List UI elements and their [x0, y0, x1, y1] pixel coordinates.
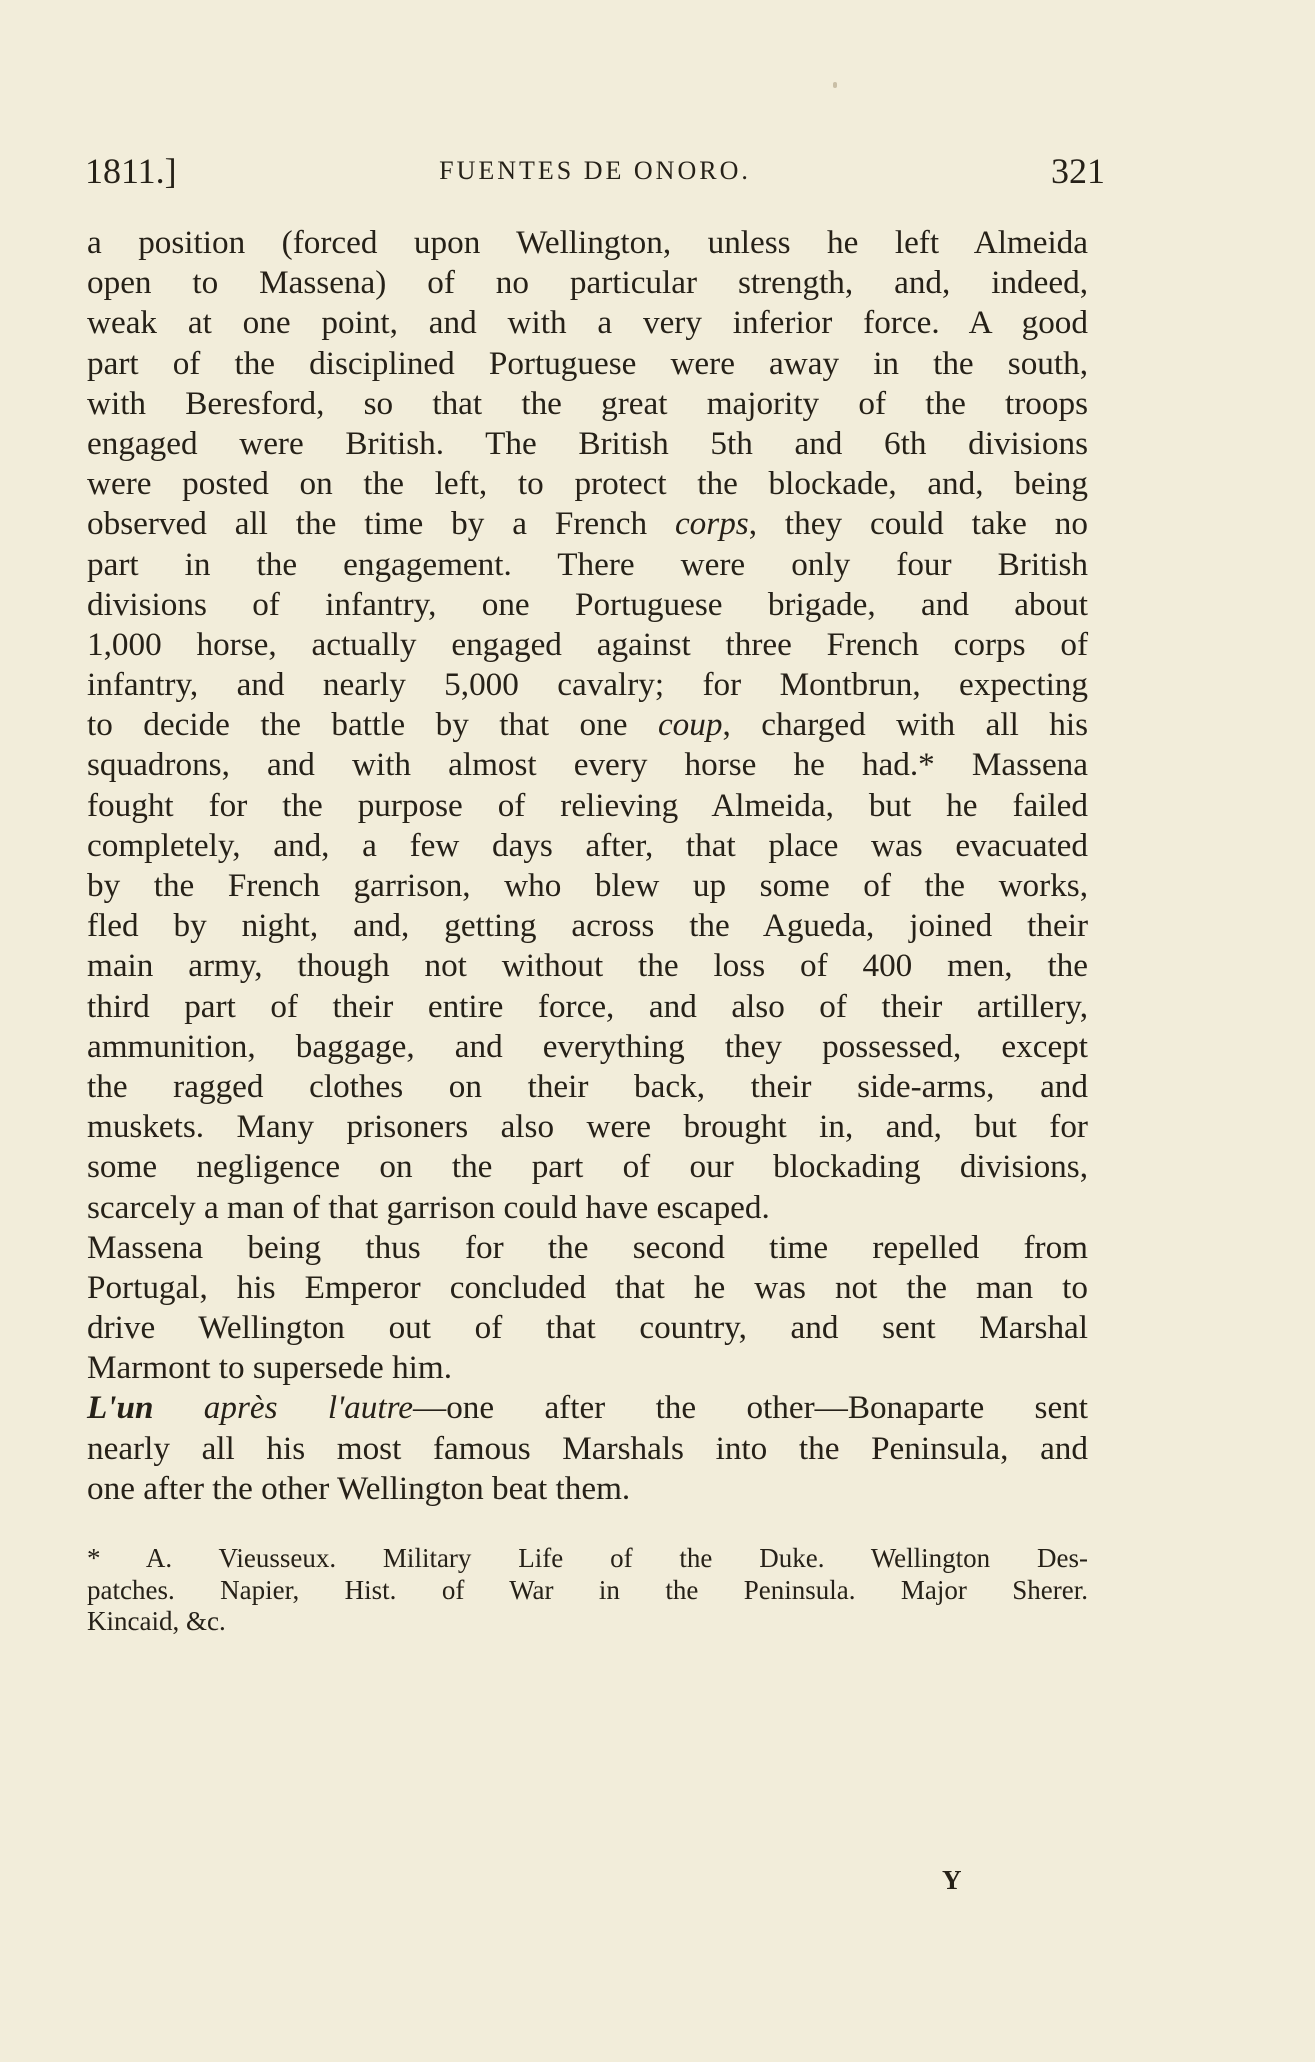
text-line: with Beresford, so that the great majority of the troops	[87, 384, 1088, 422]
text-line: Marmont to supersede him.	[87, 1349, 452, 1387]
text-line: drive Wellington out of that country, and sent Marshal	[87, 1309, 1088, 1347]
text-line: part of the disciplined Portuguese were away in the south,	[87, 344, 1088, 382]
footnote	[87, 1543, 1088, 1638]
running-header	[85, 150, 1105, 202]
text-line: third part of their entire force, and also of their artillery,	[87, 987, 1088, 1025]
paper-speck	[833, 82, 837, 88]
text-line: fled by night, and, getting across the Agueda, joined their	[87, 907, 1088, 945]
footnote-line: Kincaid, &c.	[87, 1606, 226, 1636]
header-year: 1811.]	[85, 151, 177, 191]
text-line: squadrons, and with almost every horse he had.* Massena	[87, 746, 1088, 784]
text-line: completely, and, a few days after, that place was evacuated	[87, 826, 1088, 864]
text-line: were posted on the left, to protect the blockade, and, being	[87, 465, 1088, 503]
text-line: the ragged clothes on their back, their side-arms, and	[87, 1067, 1088, 1105]
running-title: FUENTES DE ONORO.	[439, 156, 751, 185]
text-line: nearly all his most famous Marshals into the Peninsula, and	[87, 1429, 1088, 1467]
text-line: one after the other Wellington beat them.	[87, 1469, 631, 1507]
text-line: scarcely a man of that garrison could have escaped.	[87, 1188, 770, 1226]
text-line: some negligence on the part of our blockading divisions,	[87, 1148, 1088, 1186]
footnote-line: patches. Napier, Hist. of War in the Peninsula. Major Sherer.	[87, 1574, 1088, 1605]
text-line: part in the engagement. There were only four British	[87, 545, 1088, 583]
text-line: ammunition, baggage, and everything they possessed, except	[87, 1027, 1088, 1065]
text-line: engaged were British. The British 5th and 6th divisions	[87, 424, 1088, 462]
text-line: 1,000 horse, actually engaged against three French corps of	[87, 625, 1088, 663]
page-number: 321	[1051, 151, 1105, 191]
signature-mark: Y	[942, 1865, 962, 1895]
text-line: weak at one point, and with a very inferior force. A good	[87, 304, 1088, 342]
text-line: divisions of infantry, one Portuguese brigade, and about	[87, 585, 1088, 623]
text-line: a position (forced upon Wellington, unless he left Almeida	[87, 224, 1088, 261]
text-line: L'un après l'autre—one after the other—Bonaparte sent	[87, 1389, 1089, 1427]
text-line: observed all the time by a French corps, they could take no	[87, 505, 1088, 543]
text-line: muskets. Many prisoners also were brought in, and, but for	[87, 1108, 1088, 1146]
text-line: Portugal, his Emperor concluded that he was not the man to	[87, 1268, 1088, 1306]
text-line: Massena being thus for the second time repelled from	[87, 1228, 1088, 1266]
text-line: infantry, and nearly 5,000 cavalry; for Montbrun, expecting	[87, 666, 1088, 704]
text-line: to decide the battle by that one coup, charged with all his	[87, 706, 1089, 744]
text-line: main army, though not without the loss of 400 men, the	[87, 947, 1088, 985]
body-text	[87, 223, 1088, 1509]
text-line: fought for the purpose of relieving Almeida, but he failed	[87, 786, 1088, 824]
text-line: by the French garrison, who blew up some of the works,	[87, 867, 1088, 904]
footnote-line: * A. Vieusseux. Military Life of the Duke. Wellington Des-	[87, 1543, 1088, 1573]
text-line: open to Massena) of no particular strength, and, indeed,	[87, 264, 1088, 302]
